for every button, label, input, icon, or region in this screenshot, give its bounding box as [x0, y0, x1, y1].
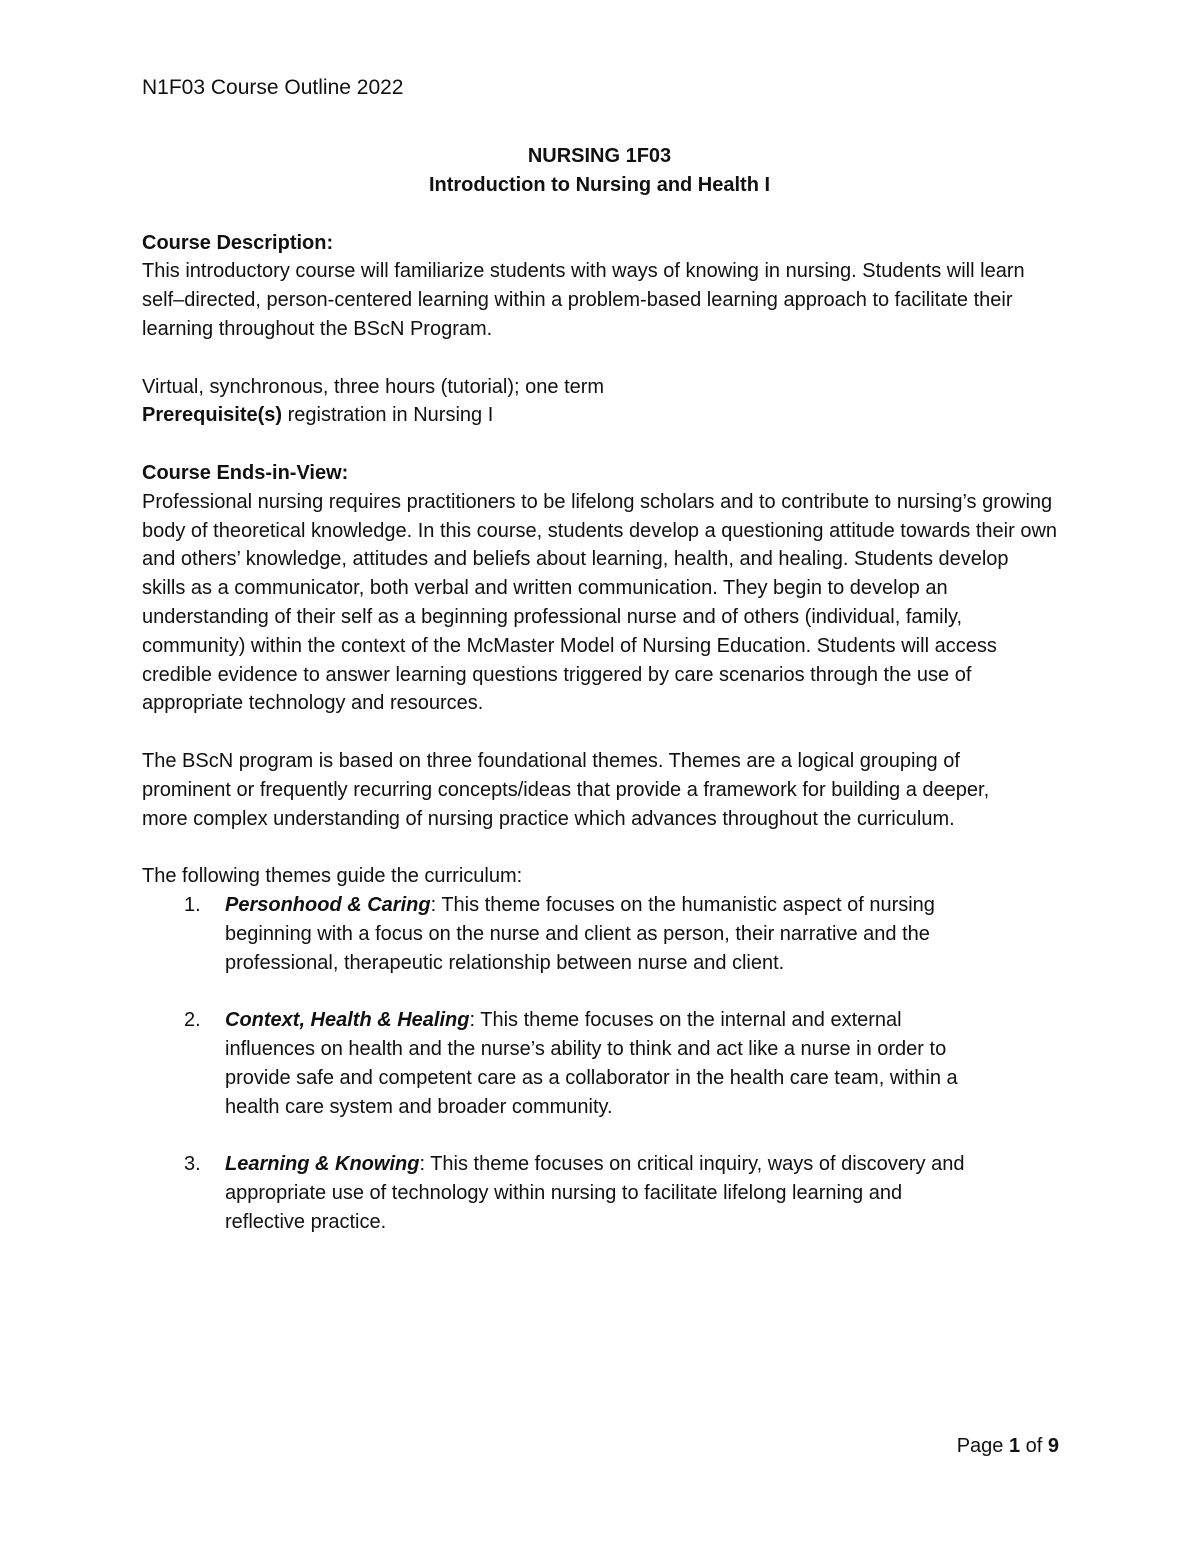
- theme-item-context-health-healing: [142, 1006, 985, 1121]
- page-word: Page: [956, 1435, 1009, 1457]
- theme-text: : This theme focuses on critical inquiry, ways of discovery and appropriate use of technology within nursing to facilitate lifelong learning and reflective practice.: [225, 1153, 965, 1233]
- course-delivery: [142, 373, 1057, 431]
- of-word: of: [1020, 1435, 1048, 1457]
- ends-in-view-text: Professional nursing requires practitioners to be lifelong scholars and to contribute to nursing’s growing body of theoretical knowledge. In this course, students develop a questioning attitude towards their own and others’ knowledge, attitudes and beliefs about learning, health, and healing. Students develop skills as a communicator, both verbal and written communication. They begin to develop an understanding of their self as a beginning professional nurse and of others (individual, family, community) within the context of the McMaster Model of Nursing Education. Students will access credible evidence to answer learning questions triggered by care scenarios through the use of appropriate technology and resources.: [142, 490, 1058, 715]
- theme-number: 1.: [184, 893, 201, 916]
- course-ends-in-view: [142, 459, 1057, 718]
- theme-text: : This theme focuses on the humanistic aspect of nursing beginning with a focus on the nurse and client as person, their narrative and the professional, therapeutic relationship between nurse and client.: [225, 893, 935, 974]
- theme-name: Personhood & Caring: [225, 893, 431, 916]
- course-description: [142, 229, 1057, 344]
- prerequisite-label: Prerequisite(s): [142, 404, 283, 427]
- themes-intro: The following themes guide the curriculum:: [142, 865, 523, 888]
- course-code: NURSING 1F03: [527, 145, 672, 167]
- theme-item-personhood-caring: [142, 891, 985, 977]
- theme-text: : This theme focuses on the internal and external influences on health and the nurse’s ability to think and act like a nurse in order to provide safe and competent care as a collaborator in the health care team, within a health care system and broader community.: [225, 1009, 958, 1118]
- ends-in-view-heading: Course Ends-in-View:: [142, 461, 349, 484]
- theme-name: Context, Health & Healing: [225, 1009, 470, 1032]
- themes-list: [142, 891, 1057, 1237]
- theme-name: Learning & Knowing: [225, 1153, 420, 1176]
- prerequisite-text: registration in Nursing I: [282, 404, 494, 427]
- document-body: [142, 142, 1057, 1265]
- theme-number: 3.: [184, 1153, 201, 1176]
- theme-item-learning-knowing: [142, 1150, 985, 1236]
- course-name: Introduction to Nursing and Health I: [428, 173, 771, 196]
- page-number-footer: [957, 1432, 1059, 1460]
- theme-number: 2.: [184, 1009, 201, 1032]
- current-page: 1: [1008, 1435, 1021, 1457]
- course-format: Virtual, synchronous, three hours (tutorial); one term: [142, 375, 605, 398]
- course-description-heading: Course Description:: [142, 231, 334, 254]
- running-header: N1F03 Course Outline 2022: [142, 76, 404, 99]
- total-pages: 9: [1047, 1435, 1059, 1457]
- course-description-text: This introductory course will familiarize students with ways of knowing in nursing. Students will learn self–directed, person-centered learning within a problem-based learning approach to facilitate their learning throughout the BScN Program.: [142, 260, 1025, 340]
- course-title-block: [142, 142, 1057, 200]
- foundational-themes-paragraph: The BScN program is based on three foundational themes. Themes are a logical grouping of prominent or frequently recurring concepts/ideas that provide a framework for building a deeper, more complex understanding of nursing practice which advances throughout the curriculum.: [142, 749, 990, 830]
